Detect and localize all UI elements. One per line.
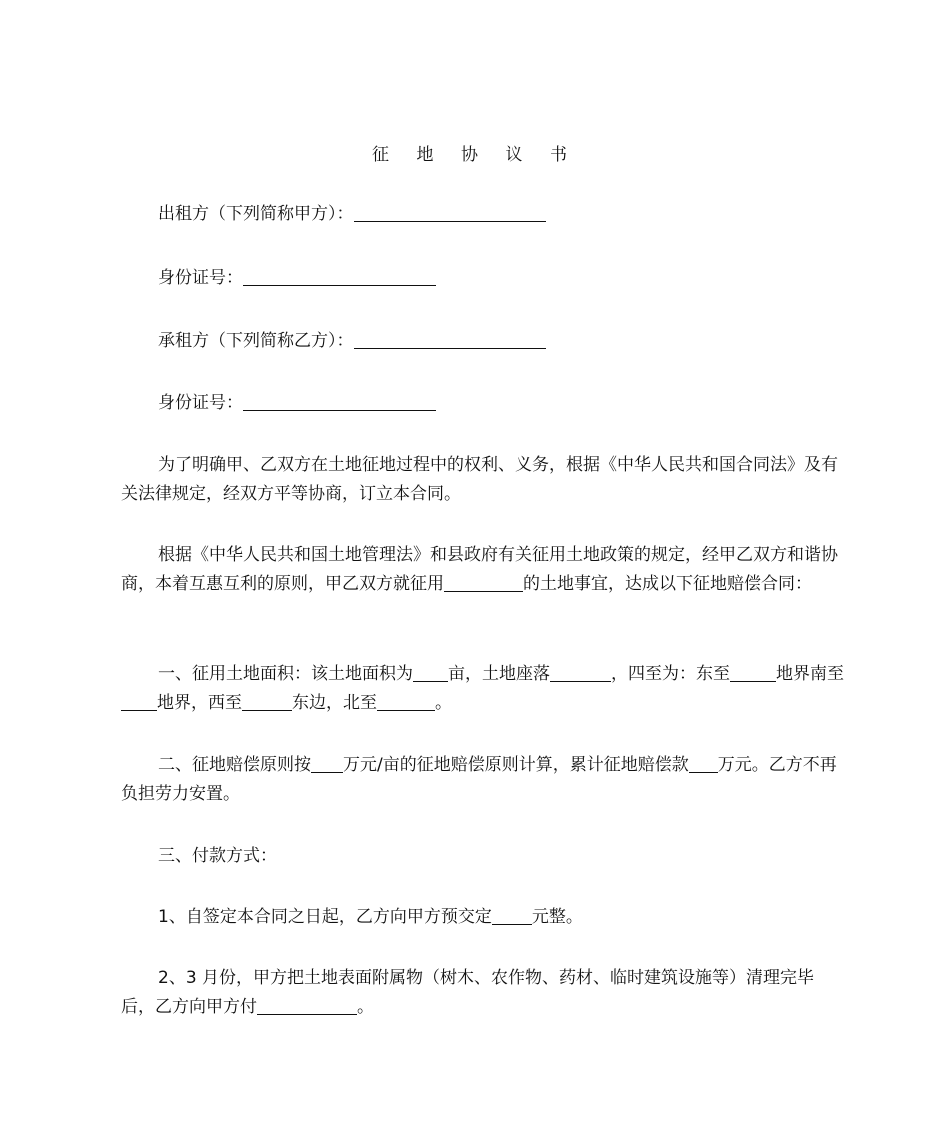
party-a-id-row xyxy=(158,266,436,290)
payment-item-2 xyxy=(121,964,845,1022)
section-1-text-2: 亩，土地座落 xyxy=(448,664,550,684)
paragraph-purpose xyxy=(121,451,845,509)
west-boundary-blank xyxy=(242,693,292,711)
section-1-text-1: 一、征用土地面积：该土地面积为 xyxy=(158,664,413,684)
id-label: 身份证号： xyxy=(158,393,243,413)
paragraph-purpose-text: 为了明确甲、乙双方在土地征地过程中的权利、义务，根据《中华人民共和国合同法》及有关法律规定，经双方平等协商，订立本合同。 xyxy=(121,455,838,504)
section-2-text-1: 二、征地赔偿原则按 xyxy=(158,755,311,775)
party-b-label: 承租方（下列简称乙方）： xyxy=(158,331,354,351)
section-payment-heading xyxy=(121,842,845,871)
section-1-text-7: 。 xyxy=(435,693,452,713)
party-a-blank xyxy=(354,204,546,222)
paragraph-basis xyxy=(121,541,845,599)
land-use-blank xyxy=(444,574,523,592)
document-title: 征 地 协 议 书 xyxy=(371,145,579,165)
section-compensation xyxy=(121,751,845,809)
payment-item-1 xyxy=(121,903,845,932)
payment-amount-blank xyxy=(257,997,357,1015)
payment-item-1-text-1: 1、自签定本合同之日起，乙方向甲方预交定 xyxy=(158,907,492,927)
north-boundary-blank xyxy=(377,693,435,711)
south-boundary-blank xyxy=(121,693,157,711)
party-b-blank xyxy=(354,331,546,349)
location-blank xyxy=(550,664,611,682)
id-label: 身份证号： xyxy=(158,268,243,288)
paragraph-basis-text-2: 的土地事宜，达成以下征地赔偿合同： xyxy=(523,574,812,594)
party-a-label: 出租方（下列简称甲方）： xyxy=(158,204,354,224)
section-land-area xyxy=(121,660,845,718)
total-compensation-blank xyxy=(689,755,718,773)
party-b-row xyxy=(158,329,546,353)
payment-item-2-text-1: 2、3 月份，甲方把土地表面附属物（树木、农作物、药材、临时建筑设施等）清理完毕后，乙方向甲方付 xyxy=(121,968,815,1017)
section-2-text-3: 万元。乙方不再负担劳力安置。 xyxy=(121,755,837,804)
section-1-text-4: 地界南至 xyxy=(776,664,844,684)
party-b-id-blank xyxy=(243,393,436,411)
payment-item-1-text-2: 元整。 xyxy=(531,907,583,927)
section-1-text-6: 东边，北至 xyxy=(292,693,377,713)
unit-price-blank xyxy=(311,755,343,773)
section-1-text-3: ，四至为：东至 xyxy=(611,664,730,684)
section-2-text-2: 万元/亩的征地赔偿原则计算，累计征地赔偿款 xyxy=(343,755,689,775)
payment-item-2-text-2: 。 xyxy=(357,997,374,1017)
party-a-id-blank xyxy=(243,268,436,286)
section-3-heading: 三、付款方式： xyxy=(158,846,277,866)
area-blank xyxy=(413,664,448,682)
paragraph-basis-text-1: 根据《中华人民共和国土地管理法》和县政府有关征用土地政策的规定，经甲乙双方和谐协商，本着互惠互利的原则，甲乙双方就征用 xyxy=(121,545,838,594)
deposit-blank xyxy=(492,907,532,925)
east-boundary-blank xyxy=(730,664,776,682)
party-b-id-row xyxy=(158,391,436,415)
party-a-row xyxy=(158,202,546,226)
section-1-text-5: 地界，西至 xyxy=(157,693,242,713)
